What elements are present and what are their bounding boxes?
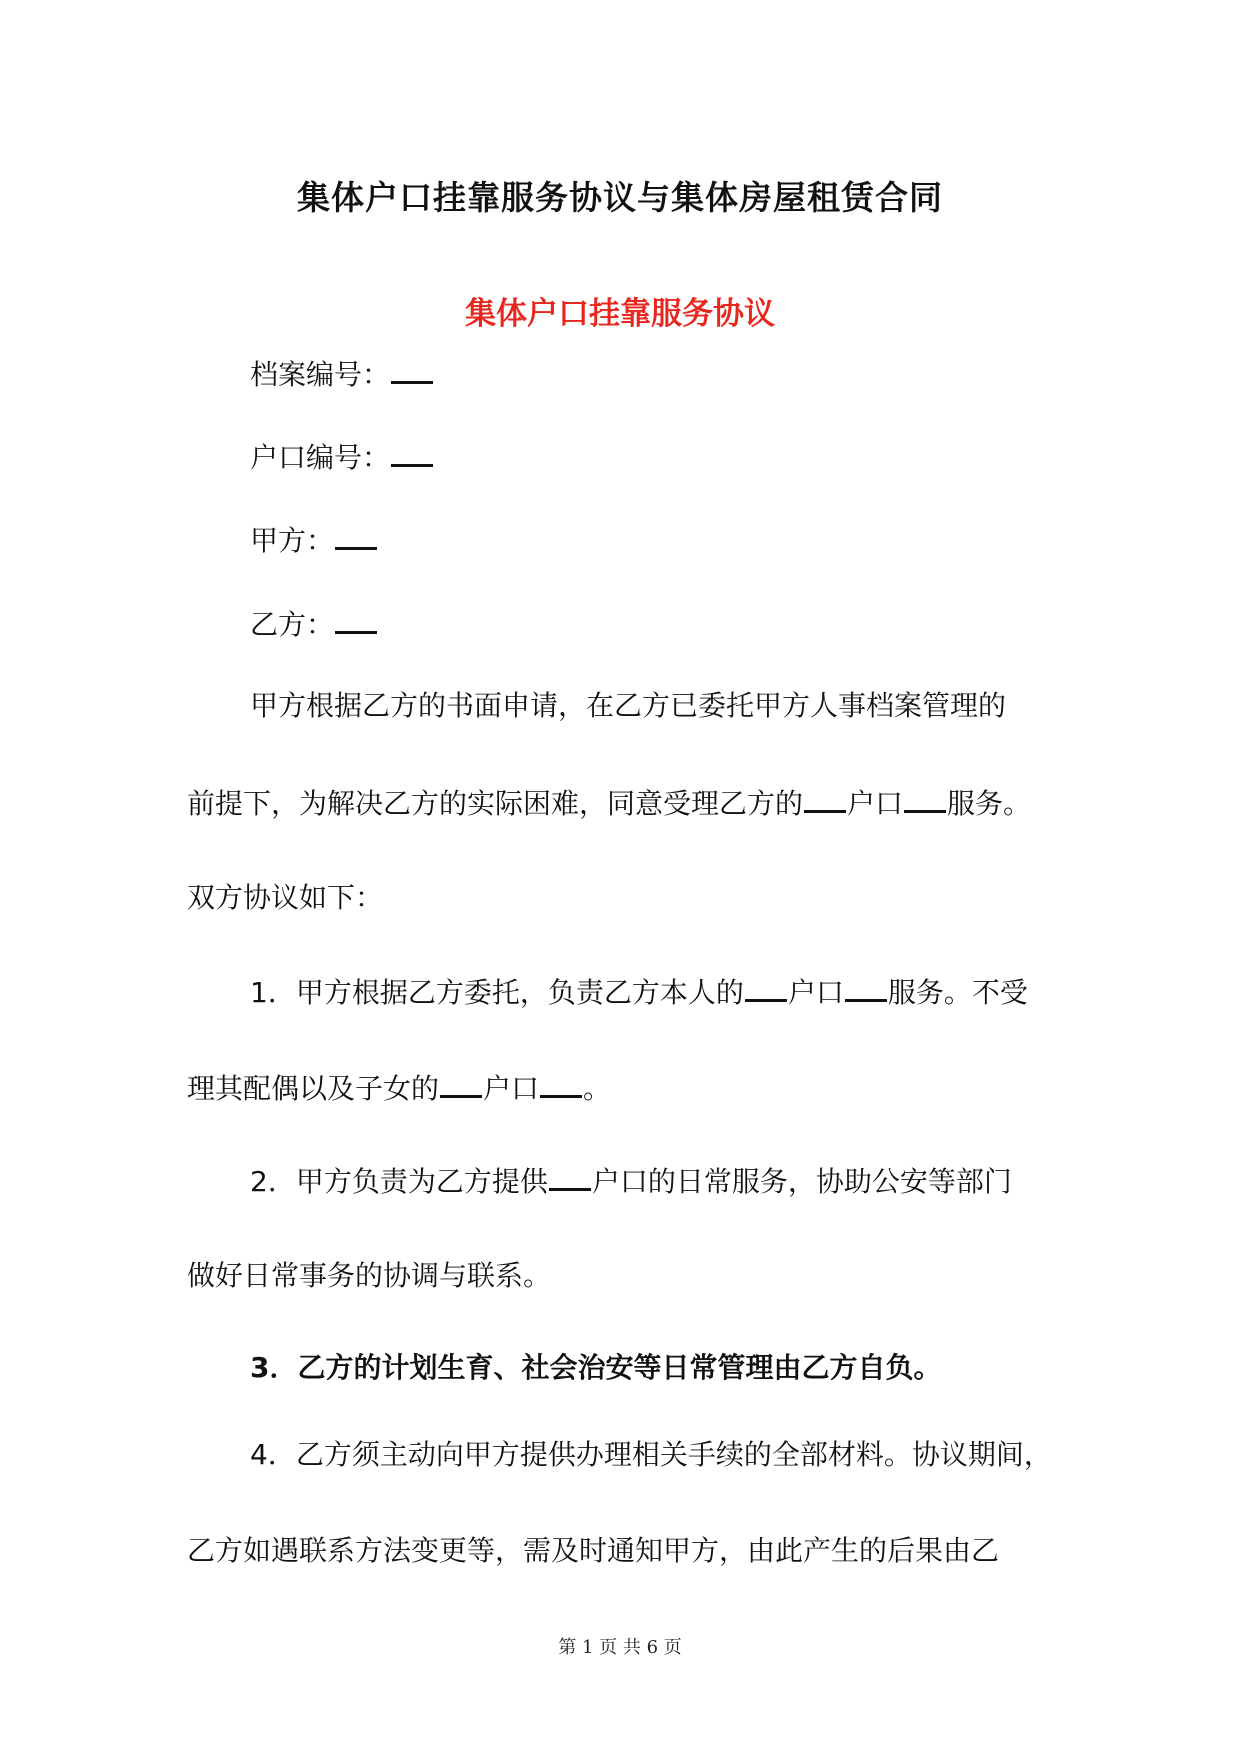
field-party-a	[250, 521, 1150, 559]
text-segment: 户口	[483, 1072, 540, 1105]
field-label: 户口编号：	[250, 441, 391, 474]
intro-line-1: 甲方根据乙方的书面申请，在乙方已委托甲方人事档案管理的	[250, 689, 1007, 722]
text-segment: 服务。	[947, 787, 1032, 820]
field-hukou-no	[250, 438, 1150, 476]
field-label: 甲方：	[250, 524, 335, 557]
blank-line	[804, 784, 846, 813]
text-segment: 理其配偶以及子女的	[187, 1072, 440, 1105]
clause-1-line-1	[250, 973, 1150, 1011]
blank-line	[540, 1069, 582, 1098]
section-title: 集体户口挂靠服务协议	[465, 296, 775, 332]
clause-4-line-2: 乙方如遇联系方法变更等，需及时通知甲方，由此产生的后果由乙	[187, 1534, 1000, 1567]
document-title: 集体户口挂靠服务协议与集体房屋租赁合同	[297, 178, 943, 217]
field-archive-no	[250, 355, 1150, 393]
text-segment: 户口	[847, 787, 904, 820]
field-party-b	[250, 605, 1150, 643]
clause-2-line-1	[250, 1162, 1150, 1200]
text-segment: 。	[583, 1072, 612, 1105]
page-footer: 第 1 页 共 6 页	[558, 1637, 682, 1658]
clause-2-line-2: 做好日常事务的协调与联系。	[187, 1259, 552, 1292]
intro-line-2	[187, 784, 1087, 822]
clause-1-line-2	[187, 1069, 1087, 1107]
text-segment: 服务。不受	[887, 976, 1028, 1009]
blank-line	[391, 355, 433, 384]
clause-3-line-1: 3．乙方的计划生育、社会治安等日常管理由乙方自负。	[250, 1351, 942, 1384]
text-segment: 户口	[787, 976, 844, 1009]
clause-4-line-1: 4．乙方须主动向甲方提供办理相关手续的全部材料。协议期间，	[250, 1438, 1052, 1471]
intro-line-3: 双方协议如下：	[187, 881, 384, 914]
text-segment: 2．甲方负责为乙方提供	[250, 1165, 548, 1198]
text-segment: 1．甲方根据乙方委托，负责乙方本人的	[250, 976, 744, 1009]
field-label: 档案编号：	[250, 358, 391, 391]
blank-line	[440, 1069, 482, 1098]
blank-line	[745, 973, 787, 1002]
blank-line	[335, 605, 377, 634]
text-segment: 前提下，为解决乙方的实际困难，同意受理乙方的	[187, 787, 804, 820]
blank-line	[904, 784, 946, 813]
text-segment: 户口的日常服务，协助公安等部门	[591, 1165, 1012, 1198]
blank-line	[335, 521, 377, 550]
blank-line	[549, 1162, 591, 1191]
field-label: 乙方：	[250, 608, 335, 641]
blank-line	[391, 438, 433, 467]
blank-line	[845, 973, 887, 1002]
